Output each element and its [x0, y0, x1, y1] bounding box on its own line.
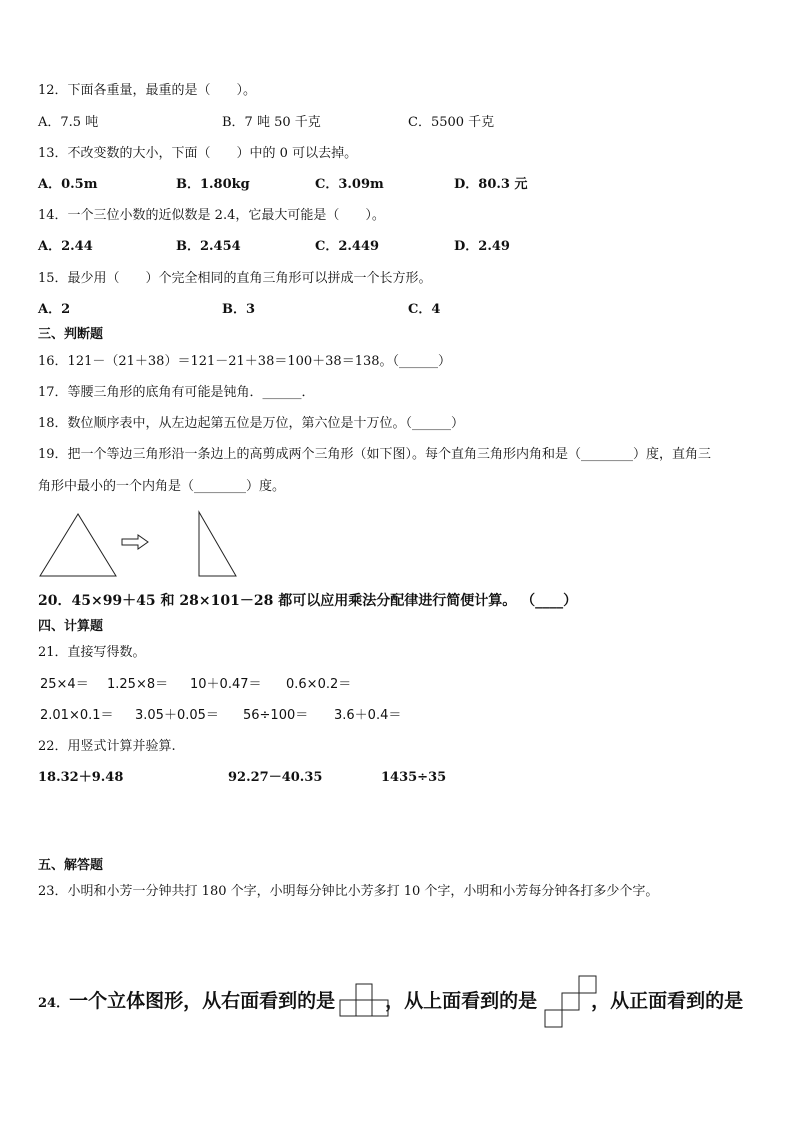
q21-expr-5: 2.01×0.1＝: [40, 708, 114, 723]
section-heading-calculation: 四、计算题: [38, 619, 104, 634]
right-view-square-4: [356, 984, 372, 1000]
q22-item-2: 92.27－40.35: [228, 770, 323, 785]
top-view-figure: [545, 976, 596, 1027]
right-view-square-3: [372, 1000, 388, 1016]
q21-stem: 21．直接写得数。: [38, 645, 146, 660]
q15-stem: 15．最少用（ ）个完全相同的直角三角形可以拼成一个长方形。: [38, 271, 432, 286]
q15-option-a: A．2: [38, 302, 71, 317]
q22-item-1: 18.32＋9.48: [38, 770, 124, 785]
right-view-square-1: [340, 1000, 356, 1016]
q17-text: 17．等腰三角形的底角有可能是钝角．______．: [38, 385, 315, 400]
q15-option-c: C．4: [408, 302, 441, 317]
q14-option-b: B．2.454: [176, 239, 241, 254]
q19-line1: 19．把一个等边三角形沿一条边上的高剪成两个三角形（如下图）。每个直角三角形内角和是（________）度，直角三: [38, 447, 712, 462]
q19-line2: 角形中最小的一个内角是（________）度。: [38, 479, 286, 494]
q24-number: 24．: [38, 996, 70, 1011]
section-heading-judgement: 三、判断题: [38, 327, 104, 342]
q21-expr-3: 10＋0.47＝: [190, 677, 262, 692]
q21-expr-6: 3.05＋0.05＝: [135, 708, 219, 723]
q13-option-d: D．80.3 元: [454, 177, 528, 192]
q14-option-c: C．2.449: [315, 239, 380, 254]
q21-expr-8: 3.6＋0.4＝: [334, 708, 402, 723]
top-view-square-3: [579, 976, 596, 993]
q24-part2: ，从上面看到的是: [385, 990, 538, 1012]
q23-text: 23．小明和小芳一分钟共打 180 个字，小明每分钟比小芳多打 10 个字，小明和小芳每分钟各打多少个字。: [38, 884, 659, 899]
q21-expr-2: 1.25×8＝: [107, 677, 169, 692]
top-view-square-1: [545, 1010, 562, 1027]
q12-option-b: B．7 吨 50 千克: [222, 115, 321, 130]
q21-expr-7: 56÷100＝: [243, 708, 309, 723]
q24-part3: ，从正面看到的是: [591, 990, 744, 1012]
top-view-square-2: [562, 993, 579, 1010]
q13-option-a: A．0.5m: [38, 177, 98, 192]
q14-option-d: D．2.49: [454, 239, 510, 254]
right-view-figure: [340, 984, 388, 1016]
right-view-square-2: [356, 1000, 372, 1016]
q18-text: 18．数位顺序表中，从左边起第五位是万位，第六位是十万位。（______）: [38, 416, 465, 431]
q20-text: 20．45×99＋45 和 28×101－28 都可以应用乘法分配律进行简便计算。 （____）: [38, 593, 578, 609]
q16-text: 16．121－（21＋38）＝121－21＋38＝100＋38＝138。（______）: [38, 354, 452, 369]
q22-stem: 22．用竖式计算并验算.: [38, 739, 176, 754]
section-heading-solution: 五、解答题: [38, 858, 104, 873]
q14-option-a: A．2.44: [38, 239, 93, 254]
q14-stem: 14．一个三位小数的近似数是 2.4，它最大可能是（ ）。: [38, 208, 385, 223]
q12-option-c: C．5500 千克: [408, 115, 495, 130]
q12-stem: 12．下面各重量，最重的是（ ）。: [38, 83, 257, 98]
q13-option-b: B．1.80kg: [176, 177, 250, 192]
q21-expr-1: 25×4＝: [40, 677, 89, 692]
q24-part1: 一个立体图形，从右面看到的是: [69, 990, 336, 1012]
q21-expr-4: 0.6×0.2＝: [286, 677, 352, 692]
q15-option-b: B．3: [222, 302, 256, 317]
q13-stem: 13．不改变数的大小，下面（ ）中的 0 可以去掉。: [38, 146, 358, 161]
q22-item-3: 1435÷35: [381, 770, 447, 785]
q13-option-c: C．3.09m: [315, 177, 384, 192]
q12-option-a: A．7.5 吨: [38, 115, 99, 130]
